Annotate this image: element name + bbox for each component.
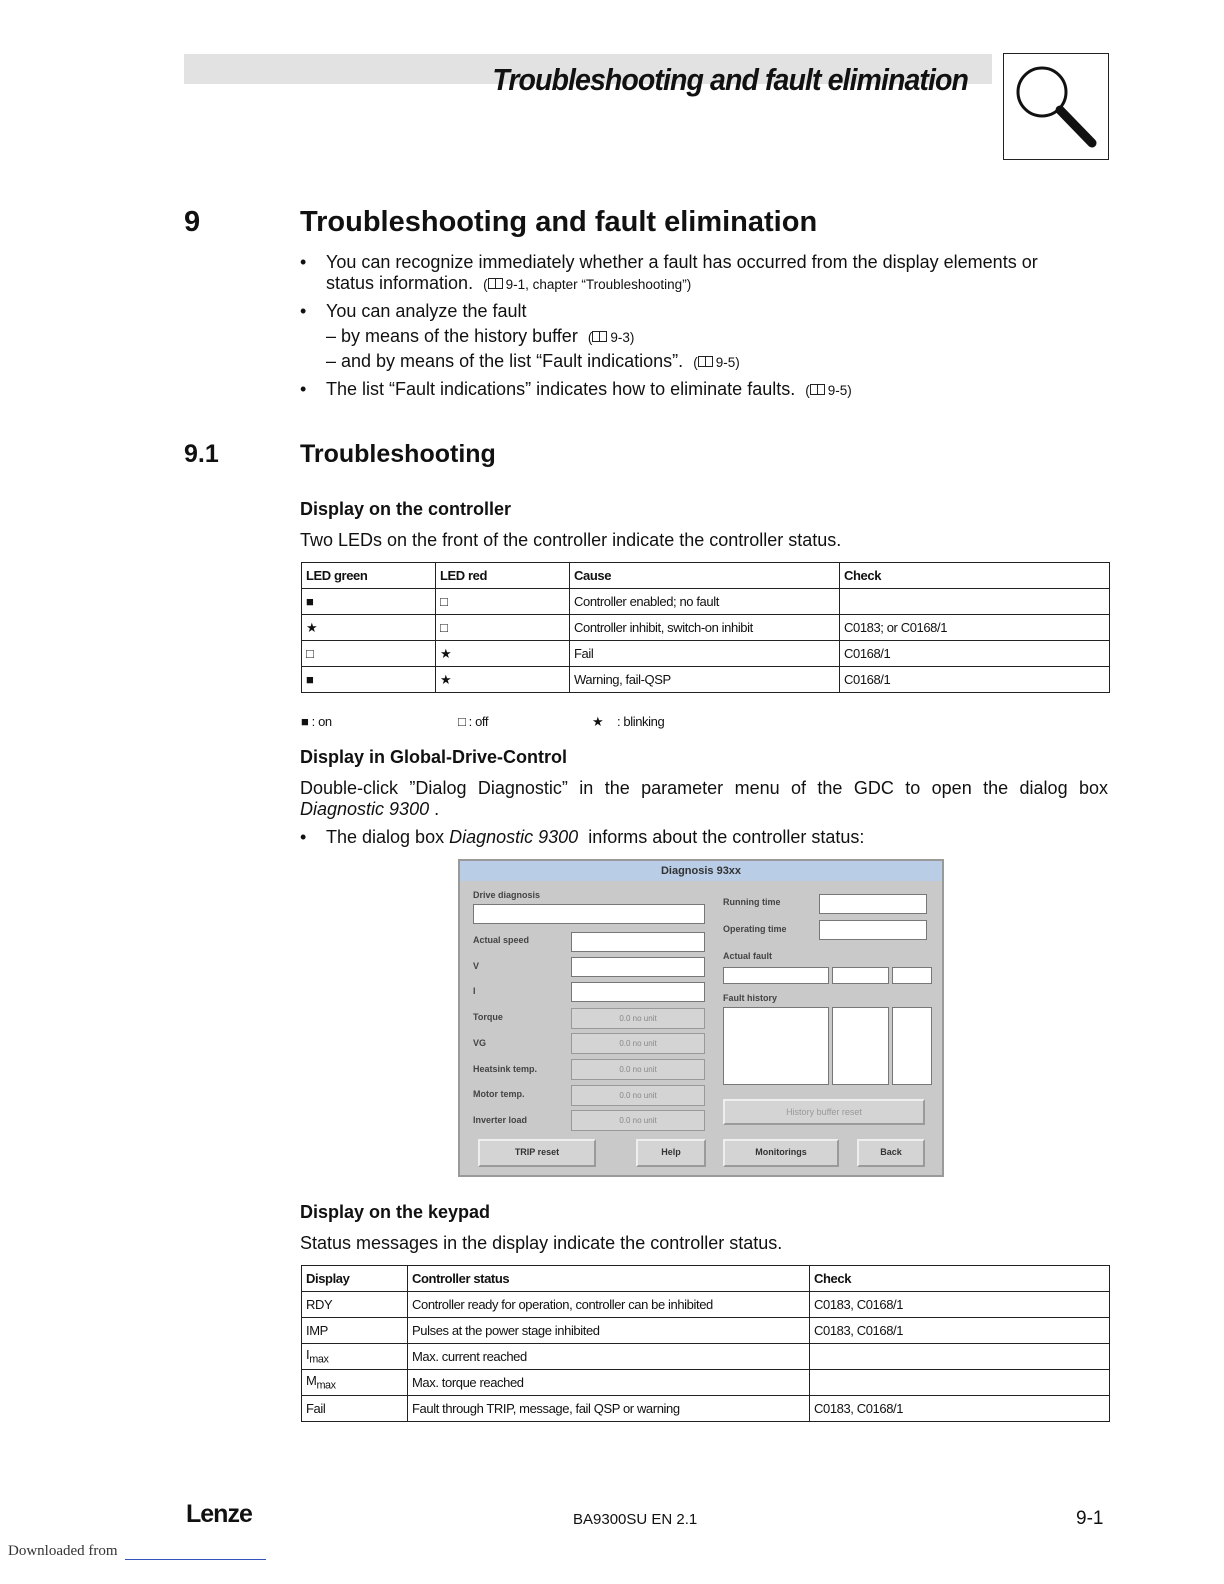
check-cell: C0183; or C0168/1	[840, 615, 1110, 641]
torque-value: 0.0 no unit	[571, 1008, 705, 1029]
history-reset-button[interactable]: History buffer reset	[723, 1099, 925, 1125]
check-cell	[840, 589, 1110, 615]
table-row	[302, 1318, 1110, 1344]
cause-cell: Fail	[570, 641, 840, 667]
actual-fault-field-2[interactable]	[832, 967, 889, 984]
motor-temp-value: 0.0 no unit	[571, 1085, 705, 1106]
led-red-state: ★	[436, 667, 570, 693]
bullet-item: • You can recognize immediately whether a fault has occurred from the display elements or status information. ( 9-1, chapter “Troubleshooting”)	[300, 252, 1038, 293]
drive-diagnosis-label: Drive diagnosis	[473, 890, 541, 900]
cause-cell: Controller enabled; no fault	[570, 589, 840, 615]
page-ref: ( 9-3)	[587, 330, 635, 345]
check-cell	[810, 1370, 1110, 1396]
legend-off: □ : off	[458, 714, 489, 729]
book-icon	[488, 278, 503, 289]
table-row	[302, 1292, 1110, 1318]
led-green-state: ★	[302, 615, 436, 641]
diagnostic-dialog	[458, 859, 944, 1177]
led-red-state: ★	[436, 641, 570, 667]
running-time-label: Running time	[723, 897, 781, 907]
led-red-state: □	[436, 589, 570, 615]
i-label: I	[473, 986, 476, 996]
led-green-state: □	[302, 641, 436, 667]
bullet-text: You can analyze the fault	[326, 301, 527, 321]
bullet-text-line2: status information. ( 9-1, chapter “Troubleshooting”)	[326, 273, 692, 293]
header-title: Troubleshooting and fault elimination	[492, 62, 968, 97]
column-header: Cause	[570, 563, 840, 589]
heatsink-label: Heatsink temp.	[473, 1064, 538, 1074]
column-header: LED red	[436, 563, 570, 589]
display-cell: IMP	[302, 1318, 408, 1344]
page-ref: ( 9-5)	[693, 355, 740, 370]
keypad-text: Status messages in the display indicate the controller status.	[300, 1233, 783, 1253]
magnifier-icon	[1003, 53, 1109, 160]
legend-blink-icon: ★	[592, 714, 604, 729]
column-header: Check	[840, 563, 1110, 589]
heatsink-value: 0.0 no unit	[571, 1059, 705, 1080]
bullet-item: • The dialog box Diagnostic 9300 informs about the controller status:	[300, 827, 865, 847]
operating-time-field[interactable]	[819, 920, 927, 940]
table-row	[302, 641, 1110, 667]
motor-temp-label: Motor temp.	[473, 1089, 525, 1099]
i-field[interactable]	[571, 982, 705, 1002]
trip-reset-button[interactable]: TRIP reset	[478, 1139, 596, 1167]
dialog-title: Diagnosis 93xx	[460, 861, 942, 881]
fault-history-label: Fault history	[723, 993, 778, 1003]
table-row	[302, 1344, 1110, 1370]
column-header: Check	[810, 1266, 1110, 1292]
led-green-state: ■	[302, 667, 436, 693]
table-row	[302, 1396, 1110, 1422]
actual-fault-field[interactable]	[723, 967, 829, 984]
table-row	[302, 1370, 1110, 1396]
book-icon	[810, 384, 825, 395]
downloaded-from: Downloaded from	[8, 1543, 118, 1559]
cause-cell: Warning, fail-QSP	[570, 667, 840, 693]
fault-history-list[interactable]	[723, 1007, 829, 1085]
keypad-heading: Display on the keypad	[300, 1202, 491, 1222]
help-button[interactable]: Help	[636, 1139, 706, 1167]
section-title: Troubleshooting and fault elimination	[300, 206, 818, 238]
display-cell: $I_{max}$	[302, 1344, 408, 1370]
table-header-row	[302, 563, 1110, 589]
inverter-load-label: Inverter load	[473, 1115, 528, 1125]
subsection-title: Troubleshooting	[300, 440, 496, 468]
keypad-table	[301, 1265, 1110, 1422]
bullet-text: You can recognize immediately whether a fault has occurred from the display elements or	[326, 252, 1038, 272]
section-number: 9	[184, 206, 201, 238]
subsection-number: 9.1	[184, 440, 219, 468]
bullet-item: • The list “Fault indications” indicates how to eliminate faults. ( 9-5)	[300, 379, 852, 399]
torque-label: Torque	[473, 1012, 503, 1022]
column-header: Display	[302, 1266, 408, 1292]
check-cell: C0183, C0168/1	[810, 1396, 1110, 1422]
actual-speed-field[interactable]	[571, 932, 705, 952]
table-row	[302, 589, 1110, 615]
document-id: BA9300SU EN 2.1	[573, 1511, 698, 1528]
led-red-state: □	[436, 615, 570, 641]
inverter-load-value: 0.0 no unit	[571, 1110, 705, 1131]
drive-diagnosis-field[interactable]	[473, 904, 705, 924]
v-label: V	[473, 961, 480, 971]
table-row	[302, 615, 1110, 641]
bullet-text: The list “Fault indications” indicates how to eliminate faults. ( 9-5)	[326, 379, 852, 399]
display-cell: $M_{max}$	[302, 1370, 408, 1396]
gdc-text: Double-click ”Dialog Diagnostic” in the parameter menu of the GDC to open the dialog box	[300, 778, 1108, 798]
status-cell: Max. torque reached	[408, 1370, 810, 1396]
table-header-row	[302, 1266, 1110, 1292]
display-cell: Fail	[302, 1396, 408, 1422]
controller-heading: Display on the controller	[300, 499, 512, 519]
bullet-text: The dialog box Diagnostic 9300 informs about the controller status:	[326, 827, 865, 847]
cause-cell: Controller inhibit, switch-on inhibit	[570, 615, 840, 641]
led-green-state: ■	[302, 589, 436, 615]
bullet-item: • You can analyze the fault – by means of the history buffer ( 9-3) – and by means of the list “Fault indications”. ( 9-5)	[300, 301, 740, 371]
running-time-field[interactable]	[819, 894, 927, 914]
legend-blink: : blinking	[617, 714, 665, 729]
check-cell: C0183, C0168/1	[810, 1292, 1110, 1318]
column-header: Controller status	[408, 1266, 810, 1292]
v-field[interactable]	[571, 957, 705, 977]
led-table	[301, 562, 1110, 693]
book-icon	[592, 331, 607, 342]
lenze-logo: Lenze	[186, 1500, 252, 1528]
vg-label: VG	[473, 1038, 487, 1048]
book-icon	[698, 356, 713, 367]
monitorings-button[interactable]: Monitorings	[723, 1139, 839, 1167]
display-cell: RDY	[302, 1292, 408, 1318]
actual-fault-label: Actual fault	[723, 951, 773, 961]
page-ref: ( 9-5)	[805, 383, 852, 398]
check-cell: C0168/1	[840, 641, 1110, 667]
legend-on: ■ : on	[301, 714, 332, 729]
status-cell: Max. current reached	[408, 1344, 810, 1370]
check-cell: C0168/1	[840, 667, 1110, 693]
gdc-heading: Display in Global-Drive-Control	[300, 747, 568, 767]
check-cell	[810, 1344, 1110, 1370]
bullet-sub: – and by means of the list “Fault indications”. ( 9-5)	[326, 351, 740, 371]
column-header: LED green	[302, 563, 436, 589]
check-cell: C0183, C0168/1	[810, 1318, 1110, 1344]
status-cell: Pulses at the power stage inhibited	[408, 1318, 810, 1344]
fault-history-list-2[interactable]	[832, 1007, 889, 1085]
status-cell: Controller ready for operation, controller can be inhibited	[408, 1292, 810, 1318]
bullet-sub: – by means of the history buffer ( 9-3)	[326, 326, 635, 346]
actual-fault-field-3[interactable]	[892, 967, 932, 984]
operating-time-label: Operating time	[723, 924, 787, 934]
status-cell: Fault through TRIP, message, fail QSP or warning	[408, 1396, 810, 1422]
controller-text: Two LEDs on the front of the controller indicate the controller status.	[300, 530, 842, 550]
page-number: 9-1	[1076, 1508, 1104, 1529]
vg-value: 0.0 no unit	[571, 1033, 705, 1054]
back-button[interactable]: Back	[857, 1139, 925, 1167]
table-row	[302, 667, 1110, 693]
fault-history-list-3[interactable]	[892, 1007, 932, 1085]
page-ref: ( 9-1, chapter “Troubleshooting”)	[483, 277, 692, 292]
actual-speed-label: Actual speed	[473, 935, 530, 945]
download-link[interactable]	[125, 1559, 266, 1560]
gdc-text-line2: Diagnostic 9300 .	[300, 799, 440, 819]
